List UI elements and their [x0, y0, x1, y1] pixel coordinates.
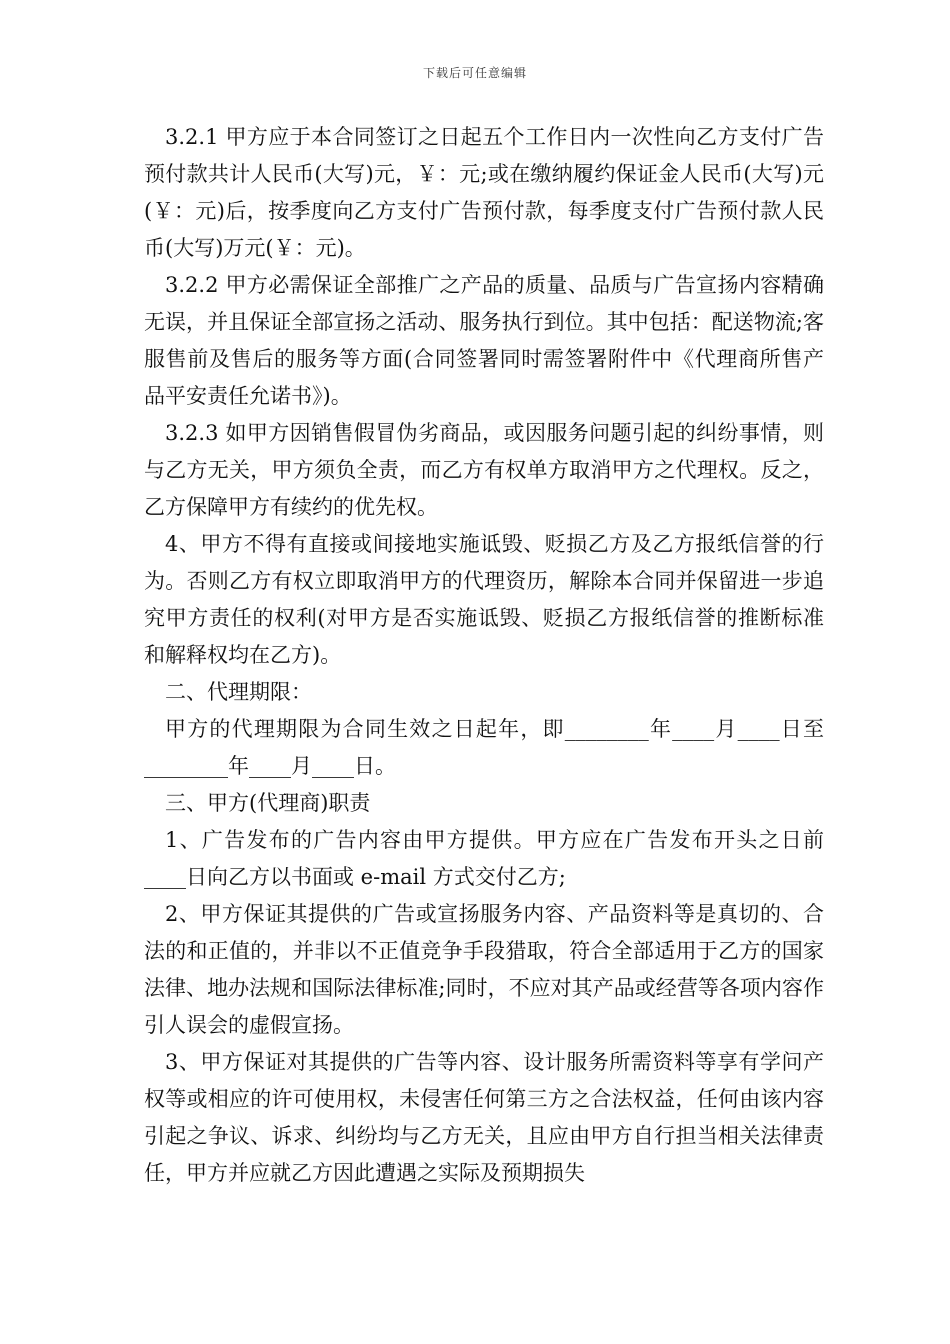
clause-3-2-1: 3.2.1 甲方应于本合同签订之日起五个工作日内一次性向乙方支付广告预付款共计人民币(大写)元，￥：元;或在缴纳履约保证金人民币(大写)元(￥：元)后，按季度向乙方支付广告预付款，每季度支付广告预付款人民币(大写)万元(￥：元)。	[144, 125, 824, 260]
document-body	[144, 119, 824, 1192]
header-note: 下载后可任意编辑	[422, 66, 527, 80]
section-heading-party-a-duties: 三、甲方(代理商)职责	[165, 791, 371, 815]
section-heading-agency-term: 二、代理期限：	[165, 680, 312, 704]
clause-4: 4、甲方不得有直接或间接地实施诋毁、贬损乙方及乙方报纸信誉的行为。否则乙方有权立即取消甲方的代理资历，解除本合同并保留进一步追究甲方责任的权利(对甲方是否实施诋毁、贬损乙方报纸信誉的推断标准和解释权均在乙方)。	[144, 532, 824, 667]
duty-3: 3、甲方保证对其提供的广告等内容、设计服务所需资料等享有学问产权等或相应的许可使用权，未侵害任何第三方之合法权益，任何由该内容引起之争议、诉求、纠纷均与乙方无关，且应由甲方自行担当相关法律责任，甲方并应就乙方因此遭遇之实际及预期损失	[144, 1050, 824, 1185]
clause-3-2-3: 3.2.3 如甲方因销售假冒伪劣商品，或因服务问题引起的纠纷事情，则与乙方无关，甲方须负全责，而乙方有权单方取消甲方之代理权。反之，乙方保障甲方有续约的优先权。	[144, 421, 824, 519]
clause-3-2-2: 3.2.2 甲方必需保证全部推广之产品的质量、品质与广告宣扬内容精确无误，并且保证全部宣扬之活动、服务执行到位。其中包括：配送物流;客服售前及售后的服务等方面(合同签署同时需签署附件中《代理商所售产品平安责任允诺书》)。	[144, 273, 824, 408]
duty-2: 2、甲方保证其提供的广告或宣扬服务内容、产品资料等是真切的、合法的和正值的，并非以不正值竞争手段猎取，符合全部适用于乙方的国家法律、地办法规和国际法律标准;同时，不应对其产品或经营等各项内容作引人误会的虚假宣扬。	[144, 902, 824, 1037]
duty-1: 1、广告发布的广告内容由甲方提供。甲方应在广告发布开头之日前____日向乙方以书面或 e-mail 方式交付乙方;	[144, 828, 824, 889]
agency-term-text: 甲方的代理期限为合同生效之日起年，即________年____月____日至________年____月____日。	[144, 717, 824, 778]
